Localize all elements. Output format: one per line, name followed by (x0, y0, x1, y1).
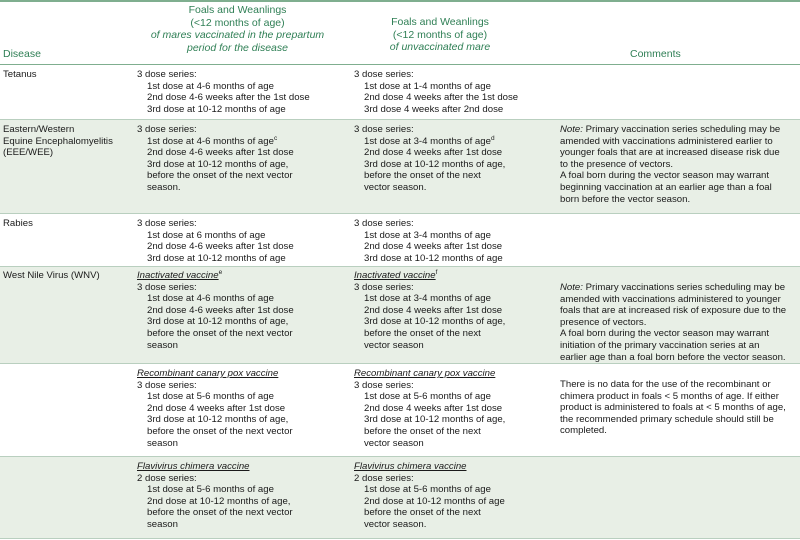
line: 1st dose at 5-6 months of age (364, 391, 491, 403)
line: season (147, 437, 178, 449)
header-comments: Comments (630, 48, 681, 60)
row-wnv-canary-pox (0, 364, 800, 456)
footnote-marker: e (218, 268, 223, 276)
wnv-comments (560, 282, 796, 363)
disease-rabies: Rabies (3, 218, 33, 229)
canary-comments (560, 379, 796, 437)
wnv-inactivated-vaccinated-mare (137, 270, 342, 351)
line: before the onset of the next (364, 170, 481, 182)
disease-eee-wee (3, 124, 128, 159)
line: 2nd dose 4 weeks after 1st dose (364, 304, 503, 316)
line: 1st dose at 6 months of age (147, 229, 266, 241)
footnote-marker: d (490, 134, 495, 142)
wnv-canary-unvaccinated-mare (354, 368, 554, 449)
header-col1-line4: period for the disease (187, 41, 288, 54)
disease-tetanus: Tetanus (3, 69, 37, 80)
line: 3rd dose at 10-12 months of age, (147, 414, 289, 426)
line: 2nd dose 4 weeks after 1st dose (147, 402, 286, 414)
line: A foal born during the vector season may warrant (560, 170, 770, 182)
line: completed. (560, 425, 607, 437)
line: 1st dose at 4-6 months of age (147, 80, 274, 92)
line: amended with vaccinations administered to younger (560, 293, 781, 305)
wnv-flavi-vaccinated-mare (137, 461, 342, 531)
line: 3 dose series: (354, 124, 414, 135)
line: 3rd dose at 10-12 months of age (364, 252, 503, 264)
line: vector season (364, 339, 424, 351)
row-rabies (0, 214, 800, 266)
line: Eastern/Western (3, 124, 75, 135)
line: earlier age than a foal born before the vector season. (560, 351, 786, 363)
line: There is no data for the use of the recombinant or (560, 379, 771, 390)
line: 3 dose series: (137, 281, 197, 293)
line: presence of vectors. (560, 316, 647, 328)
line: beginning vaccination at an earlier age than a foal (560, 181, 772, 193)
line: season. (147, 181, 181, 193)
line: 2nd dose at 10-12 months of age (364, 495, 505, 507)
rabies-vaccinated-mare (137, 218, 342, 264)
line: 3 dose series: (354, 379, 414, 391)
footnote-marker: c (273, 134, 278, 142)
line: 3rd dose 4 weeks after 2nd dose (364, 103, 504, 115)
header-col2-line2: (<12 months of age) (392, 28, 488, 41)
line: 3 dose series: (354, 281, 414, 293)
line: vector season. (364, 181, 427, 193)
note-label: Note: (560, 124, 583, 135)
line: 2nd dose 4 weeks after 1st dose (364, 402, 503, 414)
line: Primary vaccinations series scheduling may be (585, 282, 786, 293)
header-col1-line2: (<12 months of age) (190, 16, 285, 29)
vaccine-title: Recombinant canary pox vaccine (137, 368, 279, 379)
row-wnv-inactivated (0, 267, 800, 363)
line: the recommended primary schedule should still be (560, 413, 774, 425)
disease-wnv: West Nile Virus (WNV) (3, 270, 100, 281)
line: initiation of the primary vaccination series at an (560, 339, 760, 351)
line: 2nd dose 4 weeks after 1st dose (364, 147, 503, 159)
line: 3rd dose at 10-12 months of age, (364, 316, 506, 328)
line: chimera product in foals < 5 months of age. If either (560, 390, 779, 402)
header-col2-line1: Foals and Weanlings (391, 16, 489, 28)
tetanus-vaccinated-mare (137, 69, 342, 115)
vaccine-title: Flavivirus chimera vaccine (354, 461, 467, 472)
line: 3rd dose at 10-12 months of age, (147, 316, 289, 328)
line: to the presence of vectors. (560, 158, 674, 170)
footnote-marker: f (435, 268, 438, 276)
line: 2nd dose 4 weeks after 1st dose (364, 241, 503, 253)
table-header (0, 2, 800, 64)
eee-unvaccinated-mare (354, 124, 554, 194)
line: before the onset of the next (364, 507, 481, 519)
line: season (147, 339, 178, 351)
line: season (147, 518, 178, 530)
line: before the onset of the next vector (147, 507, 293, 519)
line: 3 dose series: (137, 379, 197, 391)
line: 1st dose at 4-6 months of age (147, 135, 274, 147)
line: younger foals that are at increased disease risk due (560, 147, 780, 159)
line: vector season (364, 437, 424, 449)
header-col1-line1: Foals and Weanlings (188, 4, 287, 16)
line: before the onset of the next (364, 425, 481, 437)
line: born before the vector season. (560, 193, 691, 205)
line: 2nd dose at 10-12 months of age, (147, 495, 291, 507)
vaccine-title: Flavivirus chimera vaccine (137, 461, 250, 472)
line: 2nd dose 4-6 weeks after 1st dose (147, 147, 294, 159)
line: 1st dose at 5-6 months of age (364, 484, 491, 496)
row-wnv-flavivirus (0, 457, 800, 538)
row-tetanus (0, 65, 800, 119)
line: 3 dose series: (354, 218, 414, 229)
eee-vaccinated-mare (137, 124, 342, 194)
tetanus-unvaccinated-mare (354, 69, 554, 115)
line: 1st dose at 3-4 months of age (364, 293, 491, 305)
line: before the onset of the next vector (147, 425, 293, 437)
line: before the onset of the next vector (147, 327, 293, 339)
line: 3rd dose at 10-12 months of age (147, 252, 286, 264)
line: 2nd dose 4-6 weeks after 1st dose (147, 304, 294, 316)
line: before the onset of the next vector (147, 170, 293, 182)
line: before the onset of the next (364, 327, 481, 339)
wnv-flavi-unvaccinated-mare (354, 461, 554, 531)
wnv-canary-vaccinated-mare (137, 368, 342, 449)
line: product is administered to foals at < 5 months of age, (560, 402, 786, 414)
line: Equine Encephalomyelitis (3, 135, 113, 147)
line: 3rd dose at 10-12 months of age, (147, 158, 289, 170)
line: 3rd dose at 10-12 months of age (147, 103, 286, 115)
line: vector season. (364, 518, 427, 530)
line: 2 dose series: (354, 472, 414, 484)
line: 2 dose series: (137, 472, 197, 484)
line: foals that are at increased risk of exposure due to the (560, 305, 787, 317)
line: 2nd dose 4-6 weeks after the 1st dose (147, 92, 310, 104)
line: 1st dose at 5-6 months of age (147, 391, 274, 403)
line: 3 dose series: (354, 69, 414, 80)
header-col1-line3: of mares vaccinated in the prepartum (150, 29, 325, 41)
line: A foal born during the vector season may warrant (560, 328, 770, 340)
line: amended with vaccinations administered earlier to (560, 135, 773, 147)
header-col1 (150, 4, 325, 54)
bottom-rule (0, 538, 800, 539)
line: 3rd dose at 10-12 months of age, (364, 158, 506, 170)
line: 2nd dose 4 weeks after the 1st dose (364, 92, 519, 104)
line: 3 dose series: (137, 218, 197, 229)
header-col2 (365, 16, 515, 54)
header-col2-line3: of unvaccinated mare (389, 41, 491, 53)
wnv-inactivated-unvaccinated-mare (354, 270, 554, 351)
line: 3 dose series: (137, 124, 197, 135)
header-disease: Disease (3, 48, 41, 60)
line: 1st dose at 4-6 months of age (147, 293, 274, 305)
line: 1st dose at 1-4 months of age (364, 80, 491, 92)
rabies-unvaccinated-mare (354, 218, 554, 264)
vaccine-title: Inactivated vaccine (137, 270, 219, 281)
line: (EEE/WEE) (3, 147, 54, 159)
row-eee-wee (0, 120, 800, 213)
line: 1st dose at 3-4 months of age (364, 229, 491, 241)
note-label: Note: (560, 282, 583, 293)
line: 1st dose at 3-4 months of age (364, 135, 491, 147)
line: 3rd dose at 10-12 months of age, (364, 414, 506, 426)
line: Primary vaccination series scheduling may be (585, 124, 781, 135)
vaccine-title: Recombinant canary pox vaccine (354, 368, 496, 379)
line: 2nd dose 4-6 weeks after 1st dose (147, 241, 294, 253)
line: 1st dose at 5-6 months of age (147, 484, 274, 496)
eee-comments (560, 124, 796, 205)
line: 3 dose series: (137, 69, 197, 80)
vaccine-title: Inactivated vaccine (354, 270, 436, 281)
